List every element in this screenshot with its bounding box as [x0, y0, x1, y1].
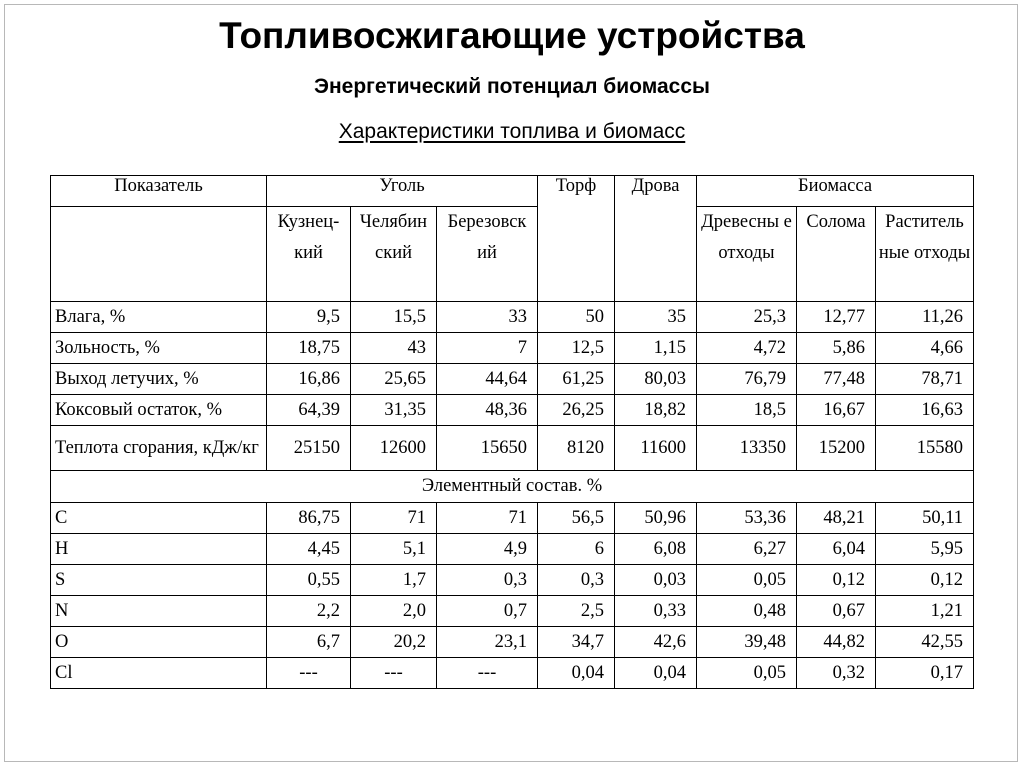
- table-row: [51, 333, 974, 364]
- table-cell: 0,12: [797, 565, 876, 596]
- subheader-berezovsky: Березовск ий: [437, 207, 538, 302]
- table-cell: 25,3: [697, 302, 797, 333]
- table-cell: ---: [267, 658, 351, 689]
- table-cell: 43: [351, 333, 437, 364]
- table-cell: 16,86: [267, 364, 351, 395]
- table-cell: 2,2: [267, 596, 351, 627]
- table-cell: 48,21: [797, 503, 876, 534]
- table-cell: 12,5: [538, 333, 615, 364]
- table-cell: 56,5: [538, 503, 615, 534]
- table-cell: 20,2: [351, 627, 437, 658]
- table-cell: 77,48: [797, 364, 876, 395]
- table-cell: 9,5: [267, 302, 351, 333]
- header-biomass: Биомасса: [697, 176, 974, 207]
- page-subtitle: Энергетический потенциал биомассы: [314, 75, 710, 98]
- table-row: [51, 503, 974, 534]
- table-cell: 4,45: [267, 534, 351, 565]
- table-cell: 4,66: [876, 333, 974, 364]
- row-label: S: [51, 565, 267, 596]
- table-cell: 4,9: [437, 534, 538, 565]
- table-row: [51, 364, 974, 395]
- table-cell: 25150: [267, 426, 351, 471]
- table-cell: 13350: [697, 426, 797, 471]
- row-label: O: [51, 627, 267, 658]
- table-cell: 0,7: [437, 596, 538, 627]
- table-cell: 50,96: [615, 503, 697, 534]
- subheader-kuznetsky: Кузнец-кий: [267, 207, 351, 302]
- row-label: Выход летучих, %: [51, 364, 267, 395]
- table-cell: 0,03: [615, 565, 697, 596]
- table-cell: ---: [351, 658, 437, 689]
- table-cell: 2,5: [538, 596, 615, 627]
- table-cell: 15650: [437, 426, 538, 471]
- table-row: [51, 534, 974, 565]
- header-wood: Дрова: [615, 176, 697, 302]
- table-cell: 5,1: [351, 534, 437, 565]
- subheader-plant-waste: Раститель ные отходы: [876, 207, 974, 302]
- table-cell: 50: [538, 302, 615, 333]
- table-row: [51, 426, 974, 471]
- table-cell: 0,3: [437, 565, 538, 596]
- table-cell: 0,55: [267, 565, 351, 596]
- table-cell: 26,25: [538, 395, 615, 426]
- table-cell: 0,67: [797, 596, 876, 627]
- table-cell: 18,75: [267, 333, 351, 364]
- table-cell: 6,04: [797, 534, 876, 565]
- table-row: [51, 302, 974, 333]
- table-cell: 15580: [876, 426, 974, 471]
- table-cell: 61,25: [538, 364, 615, 395]
- header-peat: Торф: [538, 176, 615, 302]
- table-cell: 0,32: [797, 658, 876, 689]
- table-cell: 11,26: [876, 302, 974, 333]
- table-cell: 6: [538, 534, 615, 565]
- table-cell: 5,86: [797, 333, 876, 364]
- header-indicator: Показатель: [51, 176, 267, 207]
- table-row: [51, 395, 974, 426]
- table-cell: 12600: [351, 426, 437, 471]
- row-label: H: [51, 534, 267, 565]
- table-cell: 15,5: [351, 302, 437, 333]
- table-cell: 18,5: [697, 395, 797, 426]
- table-cell: 23,1: [437, 627, 538, 658]
- table-cell: 2,0: [351, 596, 437, 627]
- section-heading: Элементный состав. %: [51, 471, 974, 503]
- table-cell: 78,71: [876, 364, 974, 395]
- header-coal: Уголь: [267, 176, 538, 207]
- table-cell: ---: [437, 658, 538, 689]
- table-cell: 0,04: [538, 658, 615, 689]
- row-label: N: [51, 596, 267, 627]
- table-caption-text: Характеристики топлива и биомасс: [338, 120, 686, 143]
- table-cell: 16,63: [876, 395, 974, 426]
- table-cell: 6,08: [615, 534, 697, 565]
- table-cell: 1,15: [615, 333, 697, 364]
- table-cell: 0,04: [615, 658, 697, 689]
- table-row: [51, 658, 974, 689]
- row-label: Зольность, %: [51, 333, 267, 364]
- table-cell: 0,33: [615, 596, 697, 627]
- subheader-wood-waste: Древесны е отходы: [697, 207, 797, 302]
- row-label: Теплота сгорания, кДж/кг: [51, 426, 267, 471]
- table-cell: 31,35: [351, 395, 437, 426]
- table-cell: 86,75: [267, 503, 351, 534]
- table-cell: 0,17: [876, 658, 974, 689]
- table-cell: 42,6: [615, 627, 697, 658]
- row-label: Влага, %: [51, 302, 267, 333]
- table-cell: 11600: [615, 426, 697, 471]
- header-empty: [51, 207, 267, 302]
- table-cell: 1,7: [351, 565, 437, 596]
- table-cell: 12,77: [797, 302, 876, 333]
- row-label: Коксовый остаток, %: [51, 395, 267, 426]
- table-cell: 39,48: [697, 627, 797, 658]
- subheader-chelyabinsky: Челябин ский: [351, 207, 437, 302]
- table-cell: 44,82: [797, 627, 876, 658]
- table-cell: 0,12: [876, 565, 974, 596]
- table-cell: 0,05: [697, 565, 797, 596]
- table-cell: 71: [351, 503, 437, 534]
- section-row: [51, 471, 974, 503]
- table-cell: 48,36: [437, 395, 538, 426]
- table-cell: 7: [437, 333, 538, 364]
- table-cell: 0,05: [697, 658, 797, 689]
- table-row: [51, 565, 974, 596]
- table-cell: 0,48: [697, 596, 797, 627]
- table-cell: 35: [615, 302, 697, 333]
- table-cell: 33: [437, 302, 538, 333]
- table-cell: 15200: [797, 426, 876, 471]
- table-cell: 42,55: [876, 627, 974, 658]
- row-label: Cl: [51, 658, 267, 689]
- table-cell: 71: [437, 503, 538, 534]
- table-cell: 25,65: [351, 364, 437, 395]
- table-cell: 44,64: [437, 364, 538, 395]
- table-cell: 50,11: [876, 503, 974, 534]
- fuel-characteristics-table: [50, 175, 974, 689]
- page-title: Топливосжигающие устройства: [219, 15, 805, 56]
- table-cell: 53,36: [697, 503, 797, 534]
- table-cell: 80,03: [615, 364, 697, 395]
- table-cell: 76,79: [697, 364, 797, 395]
- row-label: C: [51, 503, 267, 534]
- table-cell: 16,67: [797, 395, 876, 426]
- table-cell: 6,7: [267, 627, 351, 658]
- table-cell: 34,7: [538, 627, 615, 658]
- table-cell: 64,39: [267, 395, 351, 426]
- table-caption: [0, 117, 1024, 147]
- table-cell: 1,21: [876, 596, 974, 627]
- table-cell: 6,27: [697, 534, 797, 565]
- table-cell: 18,82: [615, 395, 697, 426]
- table-cell: 8120: [538, 426, 615, 471]
- table-row: [51, 627, 974, 658]
- subheader-straw: Солома: [797, 207, 876, 302]
- table-row: [51, 596, 974, 627]
- table-cell: 4,72: [697, 333, 797, 364]
- table-cell: 0,3: [538, 565, 615, 596]
- table-cell: 5,95: [876, 534, 974, 565]
